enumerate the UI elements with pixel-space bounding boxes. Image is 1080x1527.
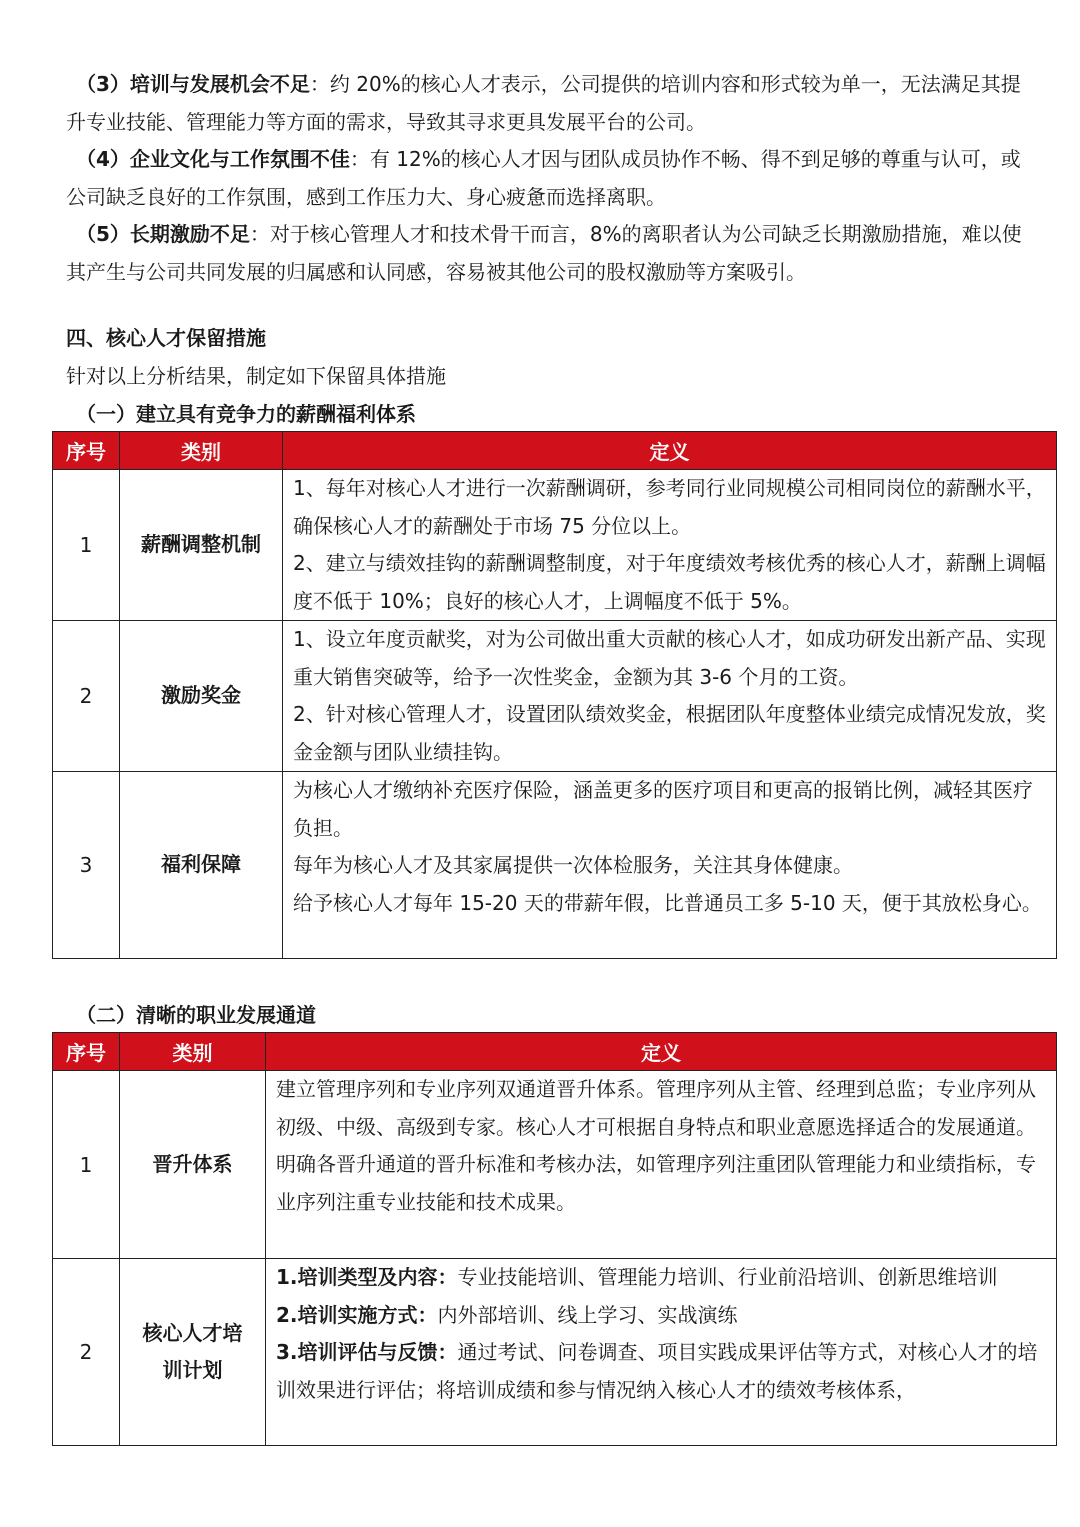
table-header-row xyxy=(53,1033,1057,1071)
header-category: 类别 xyxy=(120,1033,266,1071)
training-item-head: 3.培训评估与反馈： xyxy=(276,1340,458,1364)
intro-paragraphs xyxy=(66,66,1026,291)
row-num: 2 xyxy=(53,1259,120,1446)
row-category: 晋升体系 xyxy=(120,1071,266,1259)
table-header-row xyxy=(53,432,1057,470)
training-item xyxy=(276,1334,1046,1409)
table2-title: （二）清晰的职业发展通道 xyxy=(76,1003,316,1027)
definition-line: 为核心人才缴纳补充医疗保险，涵盖更多的医疗项目和更高的报销比例，减轻其医疗负担。 xyxy=(293,778,1033,840)
row-category: 激励奖金 xyxy=(120,621,283,772)
training-item-text: 内外部培训、线上学习、实战演练 xyxy=(437,1302,738,1327)
intro-item-text: ：有 12%的核心人才因与团队成员协作不畅、得不到足够的尊重与认可，或公司缺乏良好的工作氛围，感到工作压力大、身心疲惫而选择离职。 xyxy=(66,147,1021,209)
definition-line: 给予核心人才每年 15-20 天的带薪年假，比普通员工多 5-10 天，便于其放松身心。 xyxy=(293,890,1042,915)
intro-item-5 xyxy=(66,216,1026,291)
definition-line: 明确各晋升通道的晋升标准和考核办法，如管理序列注重团队管理能力和业绩指标，专业序列注重专业技能和技术成果。 xyxy=(276,1152,1036,1214)
training-item-head: 1.培训类型及内容： xyxy=(276,1265,458,1289)
definition-line: 1、每年对核心人才进行一次薪酬调研，参考同行业同规模公司相同岗位的薪酬水平，确保核心人才的薪酬处于市场 75 分位以上。 xyxy=(293,476,1046,538)
definition-line: 每年为核心人才及其家属提供一次体检服务，关注其身体健康。 xyxy=(293,853,853,877)
table-row xyxy=(53,1259,1057,1446)
row-definition xyxy=(266,1071,1057,1259)
row-category: 薪酬调整机制 xyxy=(120,470,283,621)
row-definition xyxy=(283,470,1057,621)
intro-item-head: （3）培训与发展机会不足 xyxy=(76,72,310,96)
row-definition xyxy=(283,772,1057,959)
table1-title: （一）建立具有竞争力的薪酬福利体系 xyxy=(76,402,416,426)
row-definition xyxy=(283,621,1057,772)
section-intro: 针对以上分析结果，制定如下保留具体措施 xyxy=(66,364,446,388)
row-num: 2 xyxy=(53,621,120,772)
row-category: 核心人才培训计划 xyxy=(120,1259,266,1446)
intro-item-text: ：对于核心管理人才和技术骨干而言，8%的离职者认为公司缺乏长期激励措施，难以使其产生与公司共同发展的归属感和认同感，容易被其他公司的股权激励等方案吸引。 xyxy=(66,222,1022,284)
header-definition: 定义 xyxy=(266,1033,1057,1071)
section-title: 四、核心人才保留措施 xyxy=(66,326,266,350)
row-definition xyxy=(266,1259,1057,1446)
row-category: 福利保障 xyxy=(120,772,283,959)
intro-item-head: （4）企业文化与工作氛围不佳 xyxy=(76,147,350,171)
salary-benefits-table xyxy=(52,431,1057,959)
header-num: 序号 xyxy=(53,432,120,470)
training-item-head: 2.培训实施方式： xyxy=(276,1302,438,1327)
definition-line: 建立管理序列和专业序列双通道晋升体系。管理序列从主管、经理到总监；专业序列从初级、中级、高级到专家。核心人才可根据自身特点和职业意愿选择适合的发展通道。 xyxy=(276,1077,1036,1139)
training-item-text: 通过考试、问卷调查、项目实践成果评估等方式，对核心人才的培训效果进行评估；将培训成绩和参与情况纳入核心人才的绩效考核体系， xyxy=(276,1340,1038,1402)
header-num: 序号 xyxy=(53,1033,120,1071)
intro-item-head: （5）长期激励不足 xyxy=(76,222,250,246)
training-item xyxy=(276,1259,1046,1297)
row-num: 1 xyxy=(53,1071,120,1259)
header-definition: 定义 xyxy=(283,432,1057,470)
career-path-table xyxy=(52,1032,1057,1446)
definition-line: 2、针对核心管理人才，设置团队绩效奖金，根据团队年度整体业绩完成情况发放，奖金金额与团队业绩挂钩。 xyxy=(293,702,1046,764)
header-category: 类别 xyxy=(120,432,283,470)
table-row xyxy=(53,1071,1057,1259)
table-row xyxy=(53,772,1057,959)
table-row xyxy=(53,470,1057,621)
definition-line: 2、建立与绩效挂钩的薪酬调整制度，对于年度绩效考核优秀的核心人才，薪酬上调幅度不低于 10%；良好的核心人才，上调幅度不低于 5%。 xyxy=(293,551,1046,613)
training-item xyxy=(276,1297,1046,1335)
intro-item-4 xyxy=(66,141,1026,216)
training-item-text: 专业技能培训、管理能力培训、行业前沿培训、创新思维培训 xyxy=(457,1265,998,1289)
row-num: 3 xyxy=(53,772,120,959)
row-num: 1 xyxy=(53,470,120,621)
definition-line: 1、设立年度贡献奖，对为公司做出重大贡献的核心人才，如成功研发出新产品、实现重大销售突破等，给予一次性奖金，金额为其 3-6 个月的工资。 xyxy=(293,627,1046,689)
intro-item-3 xyxy=(66,66,1026,141)
intro-item-text: ：约 20%的核心人才表示，公司提供的培训内容和形式较为单一，无法满足其提升专业技能、管理能力等方面的需求，导致其寻求更具发展平台的公司。 xyxy=(66,72,1021,134)
table-row xyxy=(53,621,1057,772)
